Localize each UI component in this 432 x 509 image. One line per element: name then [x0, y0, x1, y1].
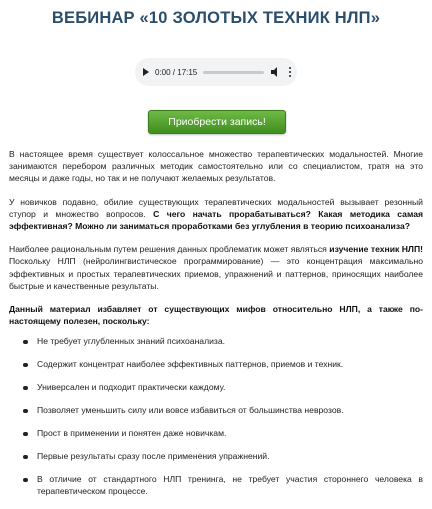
list-item-text: Позволяет уменьшить силу или вовсе избавиться от большинства неврозов.	[37, 405, 344, 416]
time-display: 0:00 / 17:15	[155, 67, 198, 77]
paragraph-solution	[9, 243, 423, 292]
more-options-icon[interactable]	[289, 67, 291, 77]
paragraph-intro: В настоящее время существует колоссальное множество терапевтических модальностей. Многие занимаются перебором различных методик самостоятельно или со специалистом, тратя на это месяцы и даже годы, но так и не получают желаемых результатов.	[9, 149, 423, 184]
description	[9, 148, 423, 509]
list-item	[23, 428, 423, 440]
list-item	[23, 405, 423, 417]
bullet-icon	[23, 363, 28, 368]
benefits-lead	[9, 303, 423, 327]
list-item-text: В отличие от стандартного НЛП тренинга, не требует участия стороннего человека в терапевтическом процессе.	[37, 474, 423, 496]
paragraph-solution-text-after: Поскольку НЛП (нейролингвистическое программирование) — это концентрация максимально эффективных и простых терапевтических приемов, упражнений и паттернов, приносящих наиболее быстрые и качественные результаты.	[9, 256, 423, 291]
paragraph-questions-bold: С чего начать прорабатываться? Какая методика самая эффективная? Можно ли заниматься проработками без углубления в теорию психоанализа?	[9, 208, 423, 232]
bullet-icon	[23, 386, 28, 391]
paragraph-questions	[9, 196, 423, 233]
bullet-icon	[23, 478, 28, 483]
bullet-icon	[23, 409, 28, 414]
list-item-text: Содержит концентрат наиболее эффективных паттернов, приемов и техник.	[37, 359, 344, 370]
page-title: ВЕБИНАР «10 ЗОЛОТЫХ ТЕХНИК НЛП»	[51, 9, 381, 27]
list-item-text: Универсален и подходит практически каждому.	[37, 382, 226, 393]
buy-recording-button[interactable]: Приобрести запись!	[148, 110, 286, 134]
list-item	[23, 474, 423, 497]
paragraph-solution-bold: изучение техник НЛП!	[329, 244, 423, 255]
list-item-text: Не требует углубленных знаний психоанализа.	[37, 336, 226, 347]
audio-player[interactable]	[135, 58, 297, 86]
play-icon[interactable]	[143, 68, 149, 76]
list-item	[23, 359, 423, 371]
list-item-text: Первые результаты сразу после применения упражнений.	[37, 451, 270, 462]
list-item	[23, 451, 423, 463]
benefits-lead-text: Данный материал избавляет от существующих мифов относительно НЛП, а также по-настоящему полезен, поскольку:	[9, 304, 423, 327]
bullet-icon	[23, 432, 28, 437]
bullet-icon	[23, 455, 28, 460]
volume-icon[interactable]	[271, 67, 281, 77]
bullet-icon	[23, 340, 28, 345]
benefits-list	[9, 336, 423, 497]
list-item	[23, 336, 423, 348]
list-item-text: Прост в применении и понятен даже новичкам.	[37, 428, 227, 439]
list-item	[23, 382, 423, 394]
progress-bar[interactable]	[203, 71, 264, 74]
paragraph-questions-text: У новичков подавно, обилие существующих терапевтических модальностей вызывает резонный ступор и множество вопросов.	[9, 196, 423, 219]
paragraph-solution-text-before: Наиболее рациональным путем решения данных проблематик может являться	[9, 244, 330, 255]
